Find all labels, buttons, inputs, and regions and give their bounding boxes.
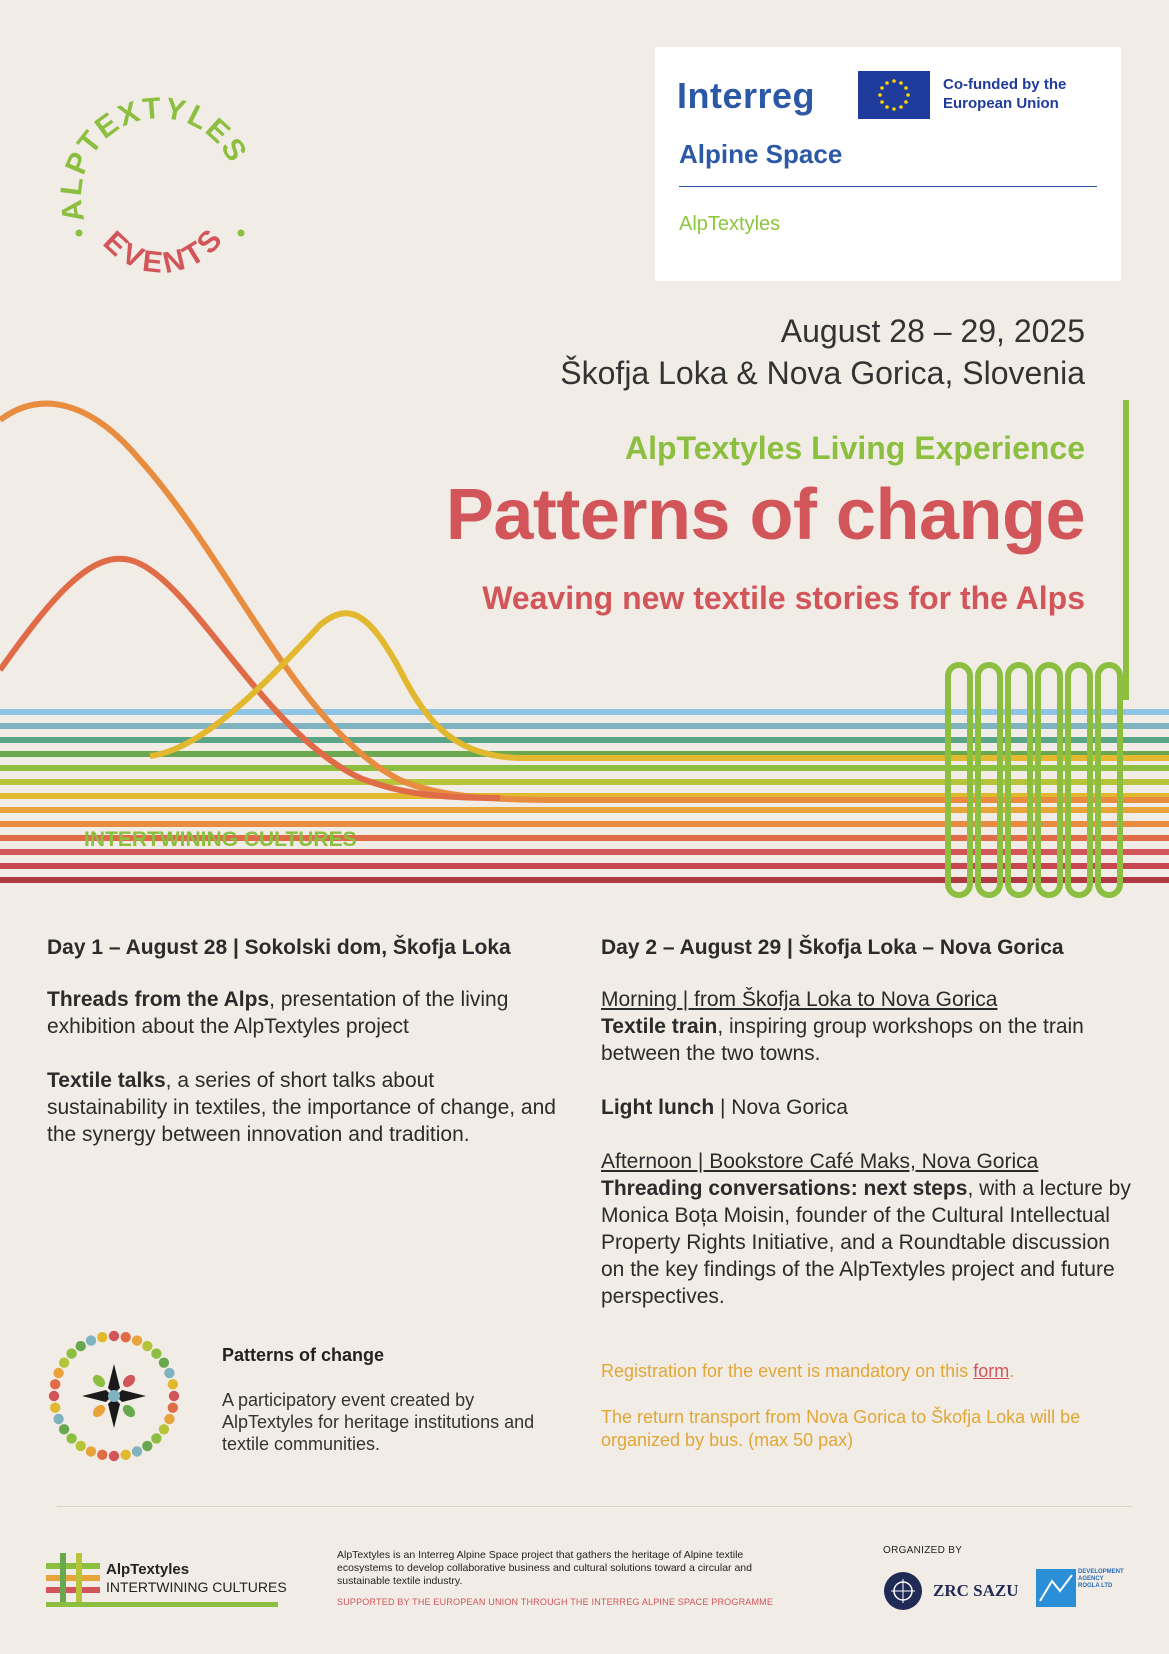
interreg-wordmark: Interreg xyxy=(677,75,816,116)
afternoon-label: Afternoon | Bookstore Café Maks, Nova Gorica xyxy=(601,1150,1039,1173)
lunch-text: | Nova Gorica xyxy=(714,1096,848,1119)
patterns-block-title: Patterns of change xyxy=(222,1345,385,1365)
rosette-dot xyxy=(86,1335,96,1345)
rosette-dot xyxy=(66,1433,76,1443)
rosette-dot xyxy=(49,1391,59,1401)
rosette-dot xyxy=(59,1358,69,1368)
rosette-center xyxy=(82,1364,146,1428)
rosette-dot xyxy=(53,1414,63,1424)
event-subtitle: AlpTextyles Living Experience xyxy=(624,430,1085,466)
rosette-dot xyxy=(109,1451,119,1461)
rosette-dot xyxy=(76,1441,86,1451)
red-thread-curve xyxy=(0,559,500,798)
rosette-dot xyxy=(159,1358,169,1368)
patterns-rosette-icon xyxy=(46,1328,182,1464)
day1-item xyxy=(47,986,557,1040)
morning-title: Textile train xyxy=(601,1015,718,1038)
rosette-dot xyxy=(142,1341,152,1351)
development-agency-name: DEVELOPMENT AGENCY ROGLA LTD xyxy=(1078,1569,1124,1589)
afternoon-text: , with a lecture by Monica Boța Moisin, founder of the Cultural Intellectual Property Rights Initiative, and a Roundtable discussion on the key findings of the AlpTextyles project and future perspectives. xyxy=(601,1177,1131,1308)
thread-stripes xyxy=(0,712,1169,880)
lunch-title: Light lunch xyxy=(601,1096,715,1119)
day1-program xyxy=(47,934,557,1175)
event-dates: August 28 – 29, 2025 xyxy=(780,313,1085,349)
project-label: AlpTextyles xyxy=(679,213,781,235)
day2-heading: Day 2 – August 29 | Škofja Loka – Nova Gorica xyxy=(601,936,1064,959)
morning-label: Morning | from Škofja Loka to Nova Gorica xyxy=(601,988,998,1011)
rosette-dot xyxy=(109,1331,119,1341)
day1-item xyxy=(47,1067,557,1148)
rosette-dot xyxy=(121,1332,131,1342)
transport-note xyxy=(601,1406,1141,1452)
interreg-logo-box xyxy=(655,47,1121,281)
rosette-dot xyxy=(59,1424,69,1434)
rosette-dot xyxy=(164,1414,174,1424)
badge-bottom-text: EVENTS xyxy=(96,220,232,281)
rosette-dot xyxy=(50,1379,60,1389)
footer-supported-text: SUPPORTED BY THE EUROPEAN UNION THROUGH THE INTERREG ALPINE SPACE PROGRAMME xyxy=(337,1597,774,1607)
development-agency-logo-icon xyxy=(1036,1569,1076,1607)
rosette-dot xyxy=(50,1403,60,1413)
rosette-dot xyxy=(121,1450,131,1460)
patterns-block-description: A participatory event created by AlpTextyles for heritage institutions and textile communities. xyxy=(222,1390,535,1454)
rosette-dot xyxy=(76,1341,86,1351)
zrc-sazu-name: ZRC SAZU xyxy=(933,1581,1019,1600)
event-title: Patterns of change xyxy=(445,475,1085,555)
cofunded-label: Co-funded by the European Union xyxy=(943,76,1067,112)
svg-text:EVENTS xyxy=(97,221,231,281)
registration-text: Registration for the event is mandatory on this xyxy=(601,1361,974,1381)
day1-item2-text: , a series of short talks about sustainability in textiles, the importance of change, and the synergy between innovation and tradition. xyxy=(47,1069,556,1146)
day2-morning xyxy=(601,986,1131,1067)
badge-top-text: ALPTEXTYLES xyxy=(55,95,254,225)
rosette-dot xyxy=(53,1368,63,1378)
registration-end: . xyxy=(1009,1361,1015,1381)
svg-text:ALPTEXTYLES xyxy=(55,95,254,224)
rosette-dot xyxy=(97,1450,107,1460)
event-tagline: Weaving new textile stories for the Alps xyxy=(482,580,1085,616)
morning-text: , inspiring group workshops on the train between the two towns. xyxy=(601,1015,1084,1065)
rosette-dot xyxy=(159,1424,169,1434)
rosette-dot xyxy=(168,1403,178,1413)
organized-by-label: ORGANIZED BY xyxy=(883,1545,963,1556)
afternoon-title: Threading conversations: next steps xyxy=(601,1177,968,1200)
day2-lunch xyxy=(601,1094,1131,1121)
alptextyles-events-badge xyxy=(55,95,265,305)
day1-item1-text: , presentation of the living exhibition about the AlpTextyles project xyxy=(47,988,509,1038)
rosette-dot xyxy=(86,1446,96,1456)
eu-flag-icon xyxy=(858,71,930,119)
zrc-sazu-logo-icon xyxy=(883,1571,923,1611)
ribbon-label: INTERTWINING CULTURES xyxy=(84,828,357,851)
divider xyxy=(679,186,1097,187)
transport-capacity: (max 50 pax) xyxy=(743,1430,854,1450)
rosette-dot xyxy=(151,1348,161,1358)
rosette-dot xyxy=(168,1379,178,1389)
rosette-dot xyxy=(97,1332,107,1342)
badge-dot xyxy=(76,230,83,237)
event-location: Škofja Loka & Nova Gorica, Slovenia xyxy=(560,355,1085,391)
rosette-dot xyxy=(169,1391,179,1401)
footer-brand-tagline: INTERTWINING CULTURES xyxy=(106,1579,287,1595)
alpine-space-label: Alpine Space xyxy=(679,139,843,169)
day2-program xyxy=(601,934,1131,1337)
rosette-dot xyxy=(164,1368,174,1378)
rosette-dot xyxy=(151,1433,161,1443)
rosette-dot xyxy=(66,1348,76,1358)
registration-note xyxy=(601,1361,1141,1382)
transport-text: The return transport from Nova Gorica to Škofja Loka will be organized by bus. xyxy=(601,1407,1081,1450)
rosette-dot xyxy=(132,1446,142,1456)
day1-item2-title: Textile talks xyxy=(47,1069,166,1092)
alptextyles-logo-icon xyxy=(46,1553,106,1605)
footer-brand-name: AlpTextyles xyxy=(106,1561,190,1578)
badge-dot xyxy=(238,230,245,237)
footer-green-bar xyxy=(46,1602,278,1607)
day2-afternoon xyxy=(601,1148,1131,1310)
footer-divider xyxy=(57,1506,1132,1507)
registration-form-link[interactable]: form xyxy=(973,1361,1010,1381)
day1-heading: Day 1 – August 28 | Sokolski dom, Škofja Loka xyxy=(47,936,511,959)
day1-item1-title: Threads from the Alps xyxy=(47,988,270,1011)
rosette-dot xyxy=(132,1335,142,1345)
rosette-dot xyxy=(142,1441,152,1451)
footer-about-text: AlpTextyles is an Interreg Alpine Space project that gathers the heritage of Alpine textile ecosystems to develop collaborative business and cultural solutions toward a circular and sustainable textile industry. xyxy=(337,1549,752,1587)
